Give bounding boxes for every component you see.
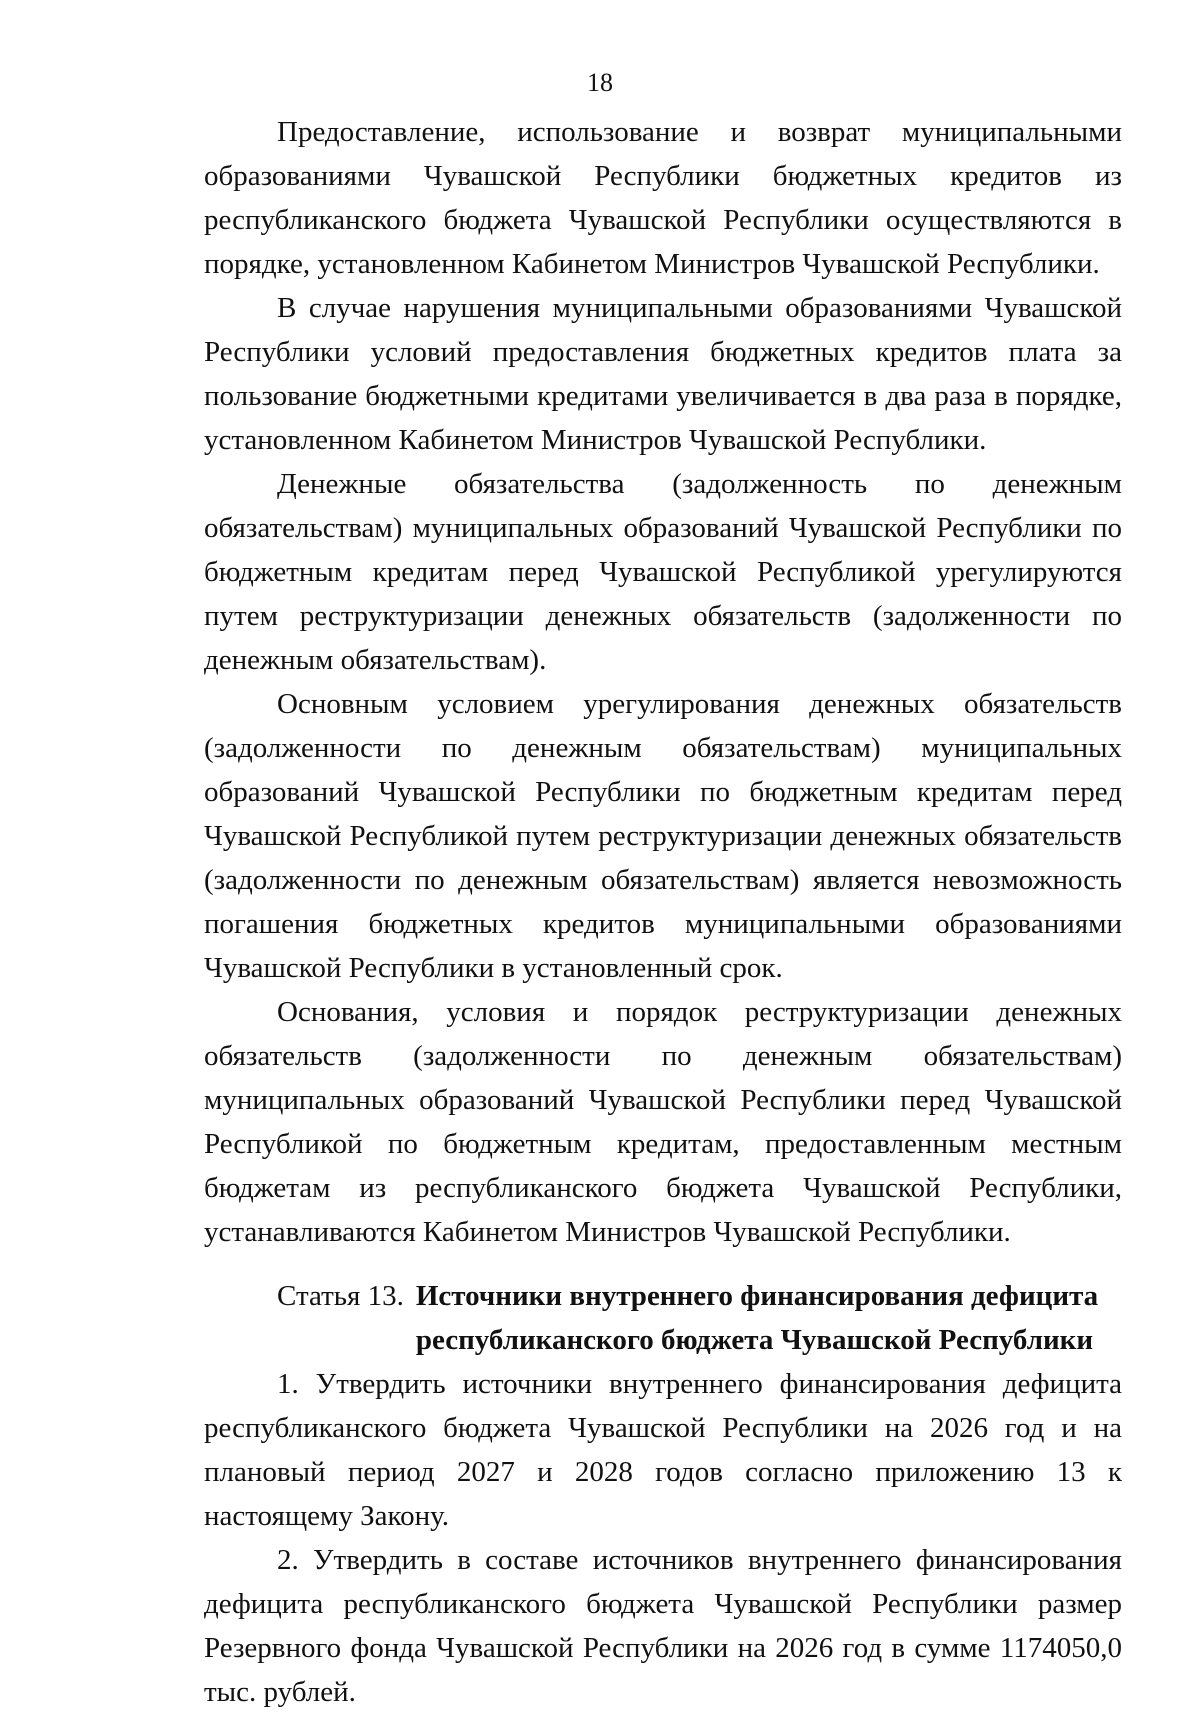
paragraph: 1. Утвердить источники внутреннего финансирования дефицита республиканского бюджета Чувашской Республики на 2026 год и на плановый период 2027 и 2028 годов согласно приложению 13 к настоящему Закону.	[204, 1368, 1122, 1532]
article-title: Источники внутреннего финансирования дефицита республиканского бюджета Чувашской Республики	[415, 1280, 1099, 1356]
paragraph: Основным условием урегулирования денежных обязательств (задолженности по денежным обязательствам) муниципальных образований Чувашской Республики по бюджетным кредитам перед Чувашской Республикой путем реструктуризации денежных обязательств (задолженности по денежным обязательствам) является невозможность погашения бюджетных кредитов муниципальными образованиями Чувашской Республики в установленный срок.	[204, 688, 1122, 984]
paragraph: Денежные обязательства (задолженность по денежным обязательствам) муниципальных образований Чувашской Республики по бюджетным кредитам перед Чувашской Республикой урегулируются путем реструктуризации денежных обязательств (задолженности по денежным обязательствам).	[204, 468, 1122, 676]
paragraph: 2. Утвердить в составе источников внутреннего финансирования дефицита республиканского бюджета Чувашской Республики размер Резервного фонда Чувашской Республики на 2026 год в сумме 1174050,0 тыс. рублей.	[204, 1544, 1122, 1708]
document-body	[204, 110, 1122, 1714]
paragraph: Предоставление, использование и возврат муниципальными образованиями Чувашской Республики бюджетных кредитов из республиканского бюджета Чувашской Республики осуществляются в порядке, установленном Кабинетом Министров Чувашской Республики.	[204, 116, 1122, 280]
article-label: Статья 13.	[277, 1280, 404, 1312]
page-number: 18	[587, 68, 613, 97]
article-heading	[277, 1274, 1122, 1362]
paragraph: Основания, условия и порядок реструктуризации денежных обязательств (задолженности по денежным обязательствам) муниципальных образований Чувашской Республики перед Чувашской Республикой по бюджетным кредитам, предоставленным местным бюджетам из республиканского бюджета Чувашской Республики, устанавливаются Кабинетом Министров Чувашской Республики.	[204, 996, 1122, 1248]
paragraph: В случае нарушения муниципальными образованиями Чувашской Республики условий предоставления бюджетных кредитов плата за пользование бюджетными кредитами увеличивается в два раза в порядке, установленном Кабинетом Министров Чувашской Республики.	[204, 292, 1122, 456]
